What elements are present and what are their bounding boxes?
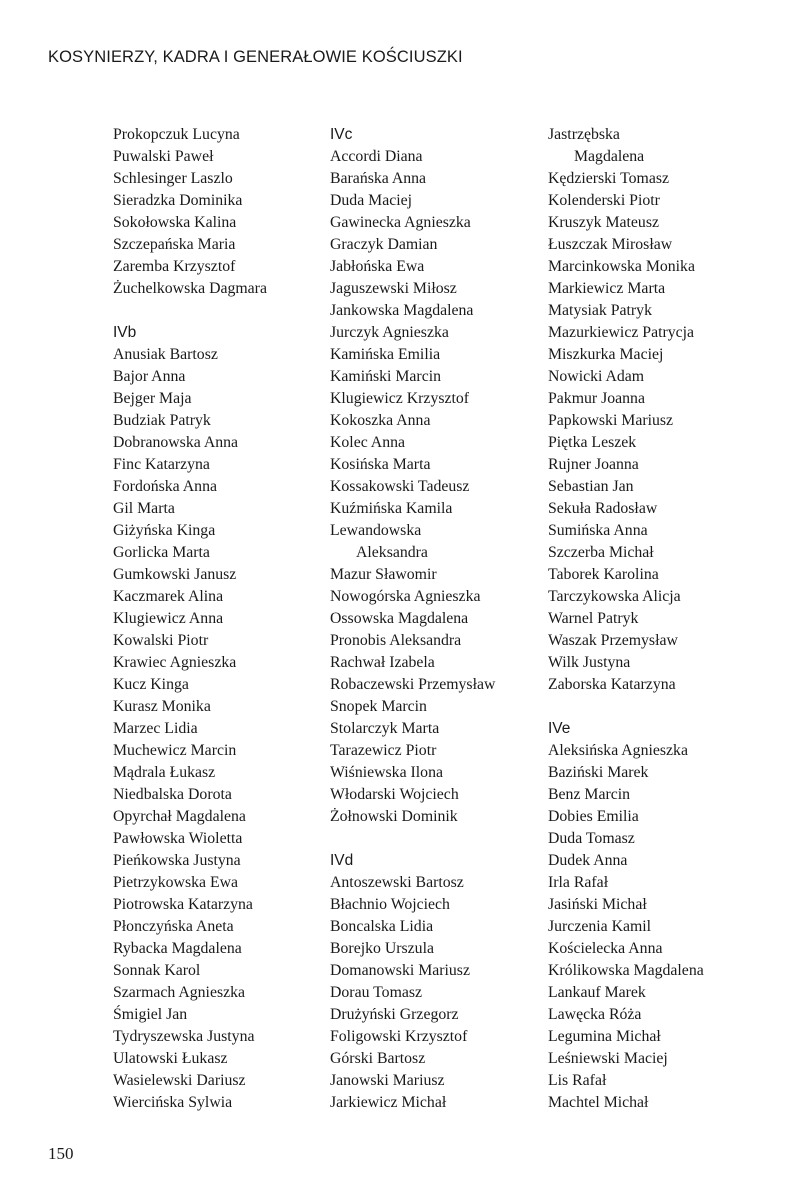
name-entry: Borejko Urszula xyxy=(330,940,434,957)
name-entry: Barańska Anna xyxy=(330,170,427,187)
name-entry: Górski Bartosz xyxy=(330,1050,426,1067)
name-entry: Tydryszewska Justyna xyxy=(113,1028,255,1045)
spacer xyxy=(330,828,495,850)
name-entry: Pawłowska Wioletta xyxy=(113,830,243,847)
spacer xyxy=(113,300,267,322)
name-entry: Sokołowska Kalina xyxy=(113,214,237,231)
name-entry: Żołnowski Dominik xyxy=(330,808,458,825)
name-entry: Benz Marcin xyxy=(548,786,631,803)
name-entry: Jasiński Michał xyxy=(548,896,647,913)
name-entry: Bajor Anna xyxy=(113,368,186,385)
name-entry: Szarmach Agnieszka xyxy=(113,984,246,1001)
name-entry: Wasielewski Dariusz xyxy=(113,1072,246,1089)
name-entry: Pakmur Joanna xyxy=(548,390,645,407)
name-entry: Krawiec Agnieszka xyxy=(113,654,237,671)
name-column-1 xyxy=(113,124,267,1114)
name-entry: Kolec Anna xyxy=(330,434,406,451)
name-entry: Żuchelkowska Dagmara xyxy=(113,280,267,297)
name-entry: Kowalski Piotr xyxy=(113,632,209,649)
name-entry: Aleksandra xyxy=(356,544,428,561)
name-entry: Snopek Marcin xyxy=(330,698,427,715)
name-entry: Sebastian Jan xyxy=(548,478,634,495)
name-entry: Papkowski Mariusz xyxy=(548,412,674,429)
name-entry: Markiewicz Marta xyxy=(548,280,666,297)
name-entry: Drużyński Grzegorz xyxy=(330,1006,459,1023)
name-entry: Śmigiel Jan xyxy=(113,1006,188,1023)
class-heading: IVb xyxy=(113,324,137,341)
name-entry: Jankowska Magdalena xyxy=(330,302,474,319)
name-entry: Mazurkiewicz Patrycja xyxy=(548,324,695,341)
name-entry: Ossowska Magdalena xyxy=(330,610,469,627)
name-entry: Lankauf Marek xyxy=(548,984,646,1001)
name-entry: Jaguszewski Miłosz xyxy=(330,280,457,297)
name-entry: Sonnak Karol xyxy=(113,962,201,979)
name-entry: Pieńkowska Justyna xyxy=(113,852,241,869)
name-entry: Rybacka Magdalena xyxy=(113,940,242,957)
name-entry: Janowski Mariusz xyxy=(330,1072,445,1089)
name-entry: Waszak Przemysław xyxy=(548,632,678,649)
name-entry: Muchewicz Marcin xyxy=(113,742,237,759)
name-entry: Kurasz Monika xyxy=(113,698,211,715)
name-entry: Baziński Marek xyxy=(548,764,649,781)
name-entry: Taborek Karolina xyxy=(548,566,659,583)
name-entry: Kamiński Marcin xyxy=(330,368,441,385)
name-entry: Piętka Leszek xyxy=(548,434,637,451)
name-entry: Płonczyńska Aneta xyxy=(113,918,234,935)
name-entry: Bejger Maja xyxy=(113,390,192,407)
name-entry: Jarkiewicz Michał xyxy=(330,1094,447,1111)
name-entry: Boncalska Lidia xyxy=(330,918,434,935)
name-entry: Sekuła Radosław xyxy=(548,500,658,517)
name-entry: Kościelecka Anna xyxy=(548,940,663,957)
name-entry: Lawęcka Róża xyxy=(548,1006,642,1023)
name-entry: Aleksińska Agnieszka xyxy=(548,742,688,759)
class-heading: IVc xyxy=(330,126,353,143)
name-column-2 xyxy=(330,124,495,1114)
name-entry: Jurczenia Kamil xyxy=(548,918,652,935)
name-entry: Szczerba Michał xyxy=(548,544,654,561)
name-entry: Kokoszka Anna xyxy=(330,412,431,429)
name-entry: Królikowska Magdalena xyxy=(548,962,704,979)
name-entry: Kaczmarek Alina xyxy=(113,588,224,605)
spacer xyxy=(548,696,704,718)
name-entry: Schlesinger Laszlo xyxy=(113,170,233,187)
name-entry: Antoszewski Bartosz xyxy=(330,874,464,891)
name-entry: Pronobis Aleksandra xyxy=(330,632,462,649)
name-entry: Dudek Anna xyxy=(548,852,628,869)
class-heading: IVd xyxy=(330,852,354,869)
name-entry: Domanowski Mariusz xyxy=(330,962,470,979)
page-number: 150 xyxy=(48,1144,74,1163)
name-entry: Kolenderski Piotr xyxy=(548,192,660,209)
name-entry: Jurczyk Agnieszka xyxy=(330,324,449,341)
name-entry: Klugiewicz Anna xyxy=(113,610,224,627)
name-entry: Duda Tomasz xyxy=(548,830,635,847)
name-entry: Włodarski Wojciech xyxy=(330,786,459,803)
name-entry: Mądrala Łukasz xyxy=(113,764,216,781)
name-entry: Mazur Sławomir xyxy=(330,566,437,583)
name-entry: Budziak Patryk xyxy=(113,412,211,429)
name-entry: Błachnio Wojciech xyxy=(330,896,450,913)
name-entry: Klugiewicz Krzysztof xyxy=(330,390,470,407)
name-entry: Foligowski Krzysztof xyxy=(330,1028,468,1045)
name-entry: Duda Maciej xyxy=(330,192,413,209)
name-entry: Piotrowska Katarzyna xyxy=(113,896,253,913)
name-entry: Tarazewicz Piotr xyxy=(330,742,437,759)
name-entry: Graczyk Damian xyxy=(330,236,438,253)
name-entry: Stolarczyk Marta xyxy=(330,720,440,737)
name-entry: Zaborska Katarzyna xyxy=(548,676,676,693)
name-entry: Dorau Tomasz xyxy=(330,984,423,1001)
name-entry: Nowogórska Agnieszka xyxy=(330,588,481,605)
name-entry: Robaczewski Przemysław xyxy=(330,676,496,693)
class-heading: IVe xyxy=(548,720,571,737)
name-entry: Gorlicka Marta xyxy=(113,544,210,561)
name-entry: Pietrzykowska Ewa xyxy=(113,874,239,891)
name-entry: Giżyńska Kinga xyxy=(113,522,216,539)
name-entry: Dobies Emilia xyxy=(548,808,639,825)
name-entry: Kamińska Emilia xyxy=(330,346,441,363)
name-entry: Accordi Diana xyxy=(330,148,423,165)
name-entry: Rujner Joanna xyxy=(548,456,639,473)
name-entry: Łuszczak Mirosław xyxy=(548,236,673,253)
name-entry: Wilk Justyna xyxy=(548,654,631,671)
name-entry: Kosińska Marta xyxy=(330,456,431,473)
name-entry: Fordońska Anna xyxy=(113,478,217,495)
name-entry: Leśniewski Maciej xyxy=(548,1050,668,1067)
name-entry: Warnel Patryk xyxy=(548,610,639,627)
name-entry: Puwalski Paweł xyxy=(113,148,214,165)
name-column-3 xyxy=(548,124,704,1114)
name-entry: Kucz Kinga xyxy=(113,676,189,693)
name-entry: Lewandowska xyxy=(330,522,422,539)
name-entry: Jastrzębska xyxy=(548,126,620,143)
name-entry: Kędzierski Tomasz xyxy=(548,170,669,187)
name-entry: Machtel Michał xyxy=(548,1094,649,1111)
name-entry: Opyrchał Magdalena xyxy=(113,808,246,825)
name-entry: Sumińska Anna xyxy=(548,522,648,539)
name-entry: Rachwał Izabela xyxy=(330,654,435,671)
name-entry: Magdalena xyxy=(574,148,645,165)
name-entry: Matysiak Patryk xyxy=(548,302,652,319)
name-entry: Gawinecka Agnieszka xyxy=(330,214,471,231)
name-entry: Lis Rafał xyxy=(548,1072,607,1089)
name-entry: Marcinkowska Monika xyxy=(548,258,695,275)
name-entry: Jabłońska Ewa xyxy=(330,258,425,275)
name-entry: Kuźmińska Kamila xyxy=(330,500,453,517)
name-entry: Niedbalska Dorota xyxy=(113,786,232,803)
name-entry: Marzec Lidia xyxy=(113,720,198,737)
name-entry: Miszkurka Maciej xyxy=(548,346,664,363)
name-entry: Prokopczuk Lucyna xyxy=(113,126,240,143)
name-entry: Kossakowski Tadeusz xyxy=(330,478,470,495)
name-entry: Dobranowska Anna xyxy=(113,434,239,451)
running-header: KOSYNIERZY, KADRA I GENERAŁOWIE KOŚCIUSZKI xyxy=(48,48,463,66)
name-entry: Nowicki Adam xyxy=(548,368,645,385)
name-entry: Legumina Michał xyxy=(548,1028,661,1045)
name-entry: Gil Marta xyxy=(113,500,175,517)
name-entry: Sieradzka Dominika xyxy=(113,192,243,209)
name-entry: Tarczykowska Alicja xyxy=(548,588,681,605)
name-entry: Anusiak Bartosz xyxy=(113,346,218,363)
name-entry: Finc Katarzyna xyxy=(113,456,210,473)
name-entry: Szczepańska Maria xyxy=(113,236,236,253)
name-entry: Ulatowski Łukasz xyxy=(113,1050,228,1067)
name-entry: Zaremba Krzysztof xyxy=(113,258,236,275)
name-entry: Kruszyk Mateusz xyxy=(548,214,659,231)
name-entry: Irla Rafał xyxy=(548,874,609,891)
name-entry: Wiercińska Sylwia xyxy=(113,1094,233,1111)
name-entry: Wiśniewska Ilona xyxy=(330,764,443,781)
name-entry: Gumkowski Janusz xyxy=(113,566,237,583)
